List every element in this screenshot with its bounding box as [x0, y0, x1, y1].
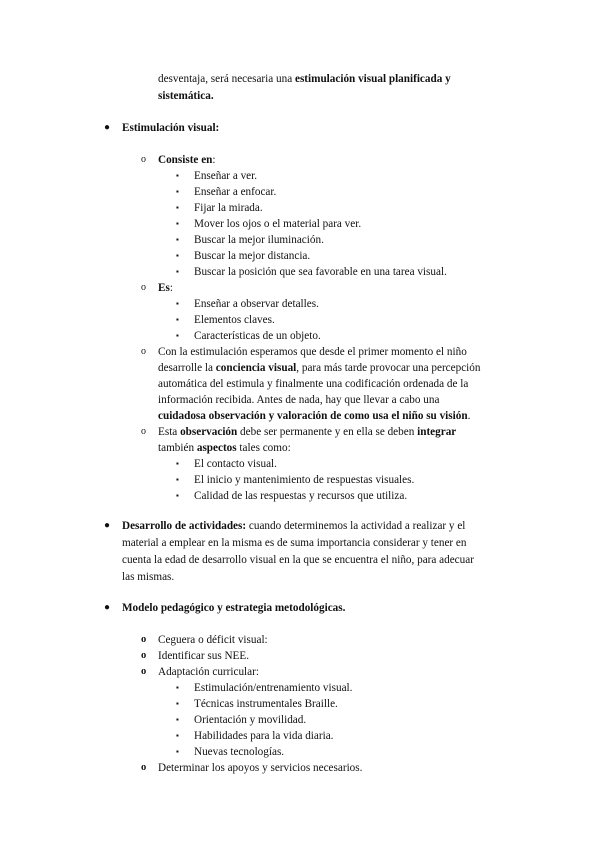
list-item: Buscar la mejor distancia.: [194, 250, 311, 262]
desarrollo-line-4: las mismas.: [122, 571, 175, 583]
list-item: Estimulación/entrenamiento visual.: [194, 682, 353, 694]
list-item: Mover los ojos o el material para ver.: [194, 218, 362, 230]
list-item: Adaptación curricular:: [158, 666, 259, 678]
para-line-1: Con la estimulación esperamos que desde el primer momento el niño: [158, 346, 467, 358]
list-item: Identificar sus NEE.: [158, 650, 250, 662]
list-item: Enseñar a observar detalles.: [194, 298, 319, 310]
list-item: Enseñar a ver.: [194, 170, 258, 182]
bullet-icon: ●: [104, 122, 111, 133]
desarrollo-line-2: material a emplear en la misma es de suma importancia considerar y tener en: [122, 537, 467, 549]
circle-bullet-icon: o: [141, 762, 147, 773]
list-item: Orientación y movilidad.: [194, 714, 307, 726]
square-bullet-icon: ▪: [176, 251, 179, 260]
list-item: Enseñar a enfocar.: [194, 186, 277, 198]
desarrollo-line-1: Desarrollo de actividades: cuando determinemos la actividad a realizar y el: [122, 520, 466, 532]
list-item: Características de un objeto.: [194, 330, 321, 342]
para-line-2: desarrolle la conciencia visual, para más tarde provocar una percepción: [158, 362, 481, 374]
square-bullet-icon: ▪: [176, 699, 179, 708]
square-bullet-icon: ▪: [176, 171, 179, 180]
circle-bullet-icon: o: [141, 154, 146, 165]
desarrollo-line-3: cuenta la edad de desarrollo visual en la que se encuentra el niño, para adecuar: [122, 554, 474, 566]
square-bullet-icon: ▪: [176, 747, 179, 756]
list-item: Habilidades para la vida diaria.: [194, 730, 334, 742]
circle-bullet-icon: o: [141, 666, 147, 677]
list-item: Buscar la mejor iluminación.: [194, 234, 324, 246]
square-bullet-icon: ▪: [176, 235, 179, 244]
square-bullet-icon: ▪: [176, 203, 179, 212]
square-bullet-icon: ▪: [176, 187, 179, 196]
square-bullet-icon: ▪: [176, 715, 179, 724]
square-bullet-icon: ▪: [176, 683, 179, 692]
list-item: El inicio y mantenimiento de respuestas visuales.: [194, 474, 415, 486]
intro-line-2: sistemática.: [158, 90, 214, 102]
square-bullet-icon: ▪: [176, 459, 179, 468]
obs-line-2: también aspectos tales como:: [158, 442, 291, 454]
circle-bullet-icon: o: [141, 650, 147, 661]
para-line-5: cuidadosa observación y valoración de como usa el niño su visión.: [158, 410, 471, 422]
list-item: Determinar los apoyos y servicios necesarios.: [158, 762, 363, 774]
square-bullet-icon: ▪: [176, 331, 179, 340]
square-bullet-icon: ▪: [176, 219, 179, 228]
para-line-4: información recibida. Antes de nada, hay que llevar a cabo una: [158, 394, 440, 406]
intro-line-1: desventaja, será necesaria una estimulación visual planificada y: [158, 73, 451, 85]
square-bullet-icon: ▪: [176, 315, 179, 324]
square-bullet-icon: ▪: [176, 267, 179, 276]
es-label: Es:: [158, 282, 173, 294]
bullet-icon: ●: [104, 602, 111, 613]
bullet-icon: ●: [104, 520, 111, 531]
list-item: Calidad de las respuestas y recursos que utiliza.: [194, 490, 408, 502]
obs-line-1: Esta observación debe ser permanente y en ella se deben integrar: [158, 426, 457, 438]
square-bullet-icon: ▪: [176, 491, 179, 500]
square-bullet-icon: ▪: [176, 475, 179, 484]
heading-estimulacion: Estimulación visual:: [122, 122, 220, 134]
list-item: Nuevas tecnologías.: [194, 746, 285, 758]
circle-bullet-icon: o: [141, 282, 146, 293]
list-item: Fijar la mirada.: [194, 202, 263, 214]
list-item: Ceguera o déficit visual:: [158, 634, 268, 646]
list-item: Técnicas instrumentales Braille.: [194, 698, 338, 710]
consiste-label: Consiste en:: [158, 154, 216, 166]
heading-modelo: Modelo pedagógico y estrategia metodológicas.: [122, 602, 346, 614]
list-item: Buscar la posición que sea favorable en una tarea visual.: [194, 266, 447, 278]
square-bullet-icon: ▪: [176, 299, 179, 308]
circle-bullet-icon: o: [141, 634, 147, 645]
para-line-3: automática del estimula y finalmente una codificación ordenada de la: [158, 378, 469, 390]
list-item: Elementos claves.: [194, 314, 275, 326]
circle-bullet-icon: o: [141, 426, 146, 437]
list-item: El contacto visual.: [194, 458, 277, 470]
circle-bullet-icon: o: [141, 346, 146, 357]
square-bullet-icon: ▪: [176, 731, 179, 740]
